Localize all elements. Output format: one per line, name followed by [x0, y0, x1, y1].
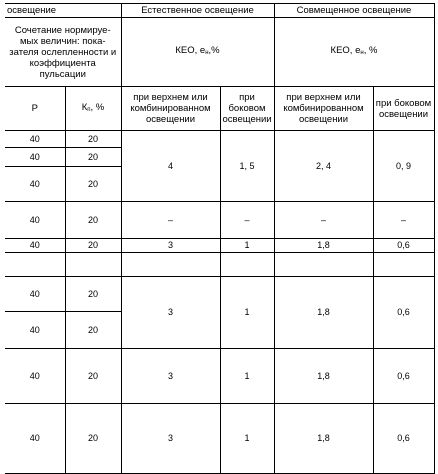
- cell-side-natural: [220, 253, 274, 277]
- cell-top-combined: 1,8: [274, 404, 373, 474]
- cell-p: 40: [5, 404, 65, 474]
- cell-side-combined: 0,6: [373, 277, 434, 349]
- cell-top-combined: 1,8: [274, 277, 373, 349]
- header-keo-combined: КЕО, ен, %: [274, 18, 434, 87]
- cell-p: 40: [5, 167, 65, 202]
- cell-side-combined: –: [373, 202, 434, 239]
- cell-p: [5, 253, 65, 277]
- cell-kp: 20: [65, 349, 121, 404]
- cell-kp: 20: [65, 202, 121, 239]
- table-row: [5, 239, 434, 253]
- cell-kp: 20: [65, 131, 121, 148]
- cell-side-natural: 1: [220, 239, 274, 253]
- cell-top-natural: –: [121, 202, 220, 239]
- cell-top-natural: [121, 253, 220, 277]
- table-row: [5, 253, 434, 277]
- cell-top-natural: 4: [121, 131, 220, 202]
- cell-side-combined: 0,6: [373, 349, 434, 404]
- cell-top-natural: 3: [121, 404, 220, 474]
- table-row: [5, 349, 434, 404]
- cell-kp: 20: [65, 277, 121, 312]
- table-row: [5, 277, 434, 312]
- cell-kp: [65, 253, 121, 277]
- cell-top-natural: 3: [121, 349, 220, 404]
- cell-top-combined: 1,8: [274, 349, 373, 404]
- cell-side-natural: 1, 5: [220, 131, 274, 202]
- cell-p: 40: [5, 312, 65, 349]
- cell-kp: 20: [65, 312, 121, 349]
- header-group-combined: Совмещенное освещение: [274, 4, 434, 18]
- cell-top-combined: 1,8: [274, 239, 373, 253]
- cell-side-natural: 1: [220, 277, 274, 349]
- header-top-combined: при верхнем или комбинированном освещении: [274, 87, 373, 131]
- header-combination: Сочетание нормируе-мых величин: пока-зателя ослепленности и коэффициента пульсации: [5, 18, 121, 87]
- header-p: Р: [5, 87, 65, 131]
- cell-side-combined: 0, 9: [373, 131, 434, 202]
- cell-top-combined: [274, 253, 373, 277]
- header-top-natural: при верхнем или комбинированном освещении: [121, 87, 220, 131]
- header-kp: Кп, %: [65, 87, 121, 131]
- header-group-natural: Естественное освещение: [121, 4, 274, 18]
- cell-side-natural: 1: [220, 404, 274, 474]
- cell-kp: 20: [65, 404, 121, 474]
- cell-side-combined: 0,6: [373, 404, 434, 474]
- cell-p: 40: [5, 277, 65, 312]
- cell-side-combined: [373, 253, 434, 277]
- cell-side-natural: –: [220, 202, 274, 239]
- header-side-combined: при боковом освещении: [373, 87, 434, 131]
- table-row: [5, 404, 434, 474]
- cell-kp: 20: [65, 239, 121, 253]
- cell-top-combined: –: [274, 202, 373, 239]
- cell-top-combined: 2, 4: [274, 131, 373, 202]
- cell-kp: 20: [65, 167, 121, 202]
- norms-table: [5, 3, 435, 474]
- cell-p: 40: [5, 131, 65, 148]
- cell-side-combined: 0,6: [373, 239, 434, 253]
- cell-p: 40: [5, 202, 65, 239]
- header-group-lighting: освещение: [5, 4, 121, 18]
- cell-side-natural: 1: [220, 349, 274, 404]
- table-row: [5, 202, 434, 239]
- header-side-natural: при боковом освещении: [220, 87, 274, 131]
- cell-top-natural: 3: [121, 277, 220, 349]
- header-keo-natural: КЕО, ен,%: [121, 18, 274, 87]
- cell-kp: 20: [65, 148, 121, 167]
- cell-p: 40: [5, 148, 65, 167]
- cell-p: 40: [5, 349, 65, 404]
- cell-p: 40: [5, 239, 65, 253]
- table-row: [5, 131, 434, 148]
- cell-top-natural: 3: [121, 239, 220, 253]
